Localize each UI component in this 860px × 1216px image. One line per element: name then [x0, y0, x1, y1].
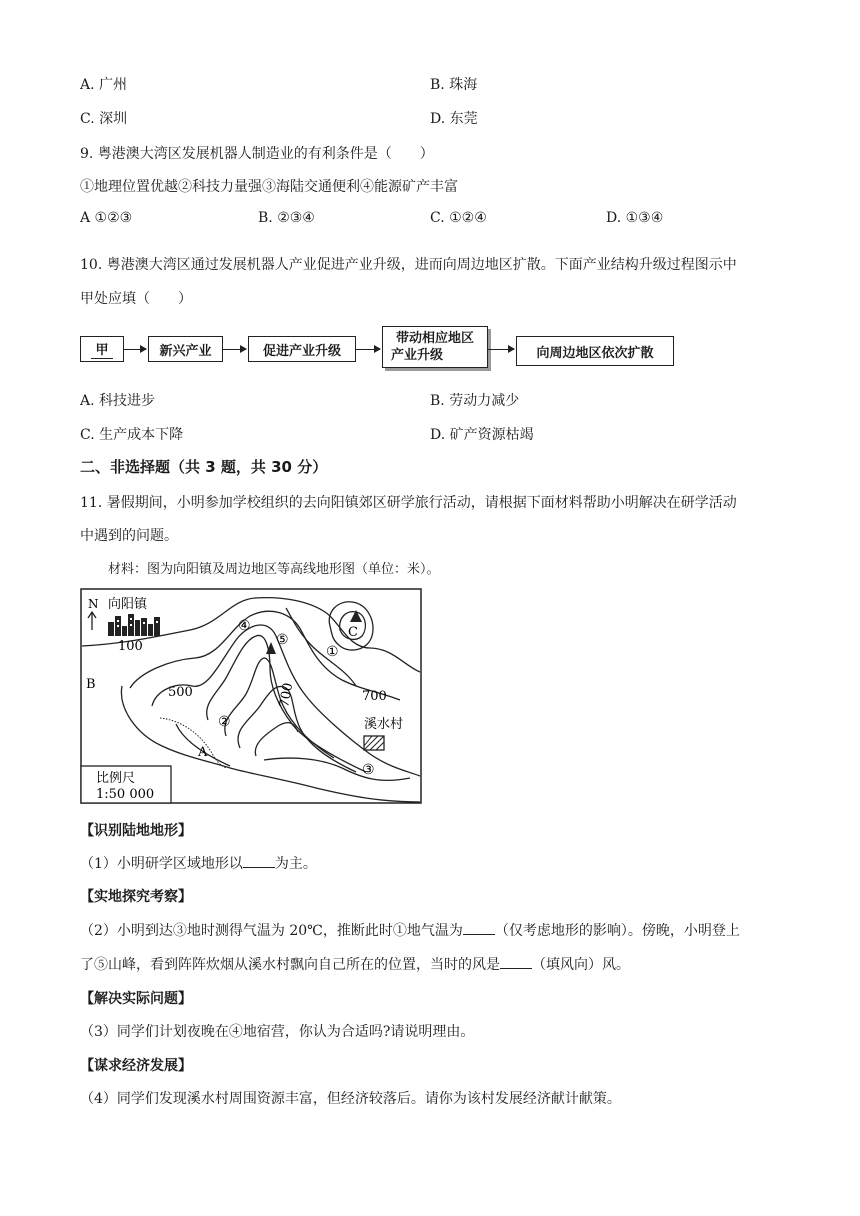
contour-700-label-b: 700	[362, 689, 387, 704]
q8-option-c: C. 深圳	[80, 111, 128, 127]
q9-option-c: C. ①②④	[430, 210, 487, 226]
q11-material: 材料：图为向阳镇及周边地区等高线地形图（单位：米）。	[108, 562, 440, 577]
q8-option-a: A. 广州	[80, 77, 128, 93]
village-hatch-icon	[364, 736, 384, 750]
flow-box-daidong: 带动相应地区 产业升级	[382, 326, 488, 368]
section-title: 二、非选择题（共 3 题，共 30 分）	[80, 458, 328, 476]
scale-title: 比例尺	[96, 771, 136, 786]
scale-value: 1:50 000	[96, 787, 155, 802]
flow-box-kuosan: 向周边地区依次扩散	[516, 336, 674, 366]
contour-100-label: 100	[118, 639, 143, 654]
point-a-label: A	[198, 745, 208, 760]
flow-arrow-2	[223, 349, 246, 350]
q9-stem: 9. 粤港澳大湾区发展机器人制造业的有利条件是（ ）	[80, 146, 434, 162]
flow-box-cujin: 促进产业升级	[248, 336, 356, 362]
s3-question: （3）同学们计划夜晚在④地宿营，你认为合适吗?请说明理由。	[80, 1024, 475, 1040]
s3-title: 【解决实际问题】	[80, 991, 192, 1007]
flow-box-jia: 甲	[80, 336, 124, 362]
q10-stem-line2: 甲处应填（ ）	[80, 291, 192, 307]
point-b-label: B	[86, 677, 96, 692]
q8-option-d: D. 东莞	[430, 111, 478, 127]
point-c-label: C	[348, 625, 358, 640]
s1-question: （1）小明研学区域地形以 为主。	[80, 856, 317, 872]
flow-arrow-3	[356, 349, 380, 350]
s1-title: 【识别陆地地形】	[80, 823, 192, 839]
s2-title: 【实地探究考察】	[80, 889, 192, 905]
q9-option-a: A ①②③	[80, 210, 133, 226]
q9-option-b: B. ②③④	[258, 210, 315, 226]
s4-question: （4）同学们发现溪水村周围资源丰富，但经济较落后。请你为该村发展经济献计献策。	[80, 1091, 621, 1107]
point-1-label: ①	[326, 644, 339, 660]
contour-500-label: 500	[168, 685, 193, 700]
s4-title: 【谋求经济发展】	[80, 1058, 192, 1074]
contour-700-label-a: 700	[277, 681, 297, 709]
q10-option-a: A. 科技进步	[80, 393, 156, 409]
s2-question-line2: 了⑤山峰，看到阵阵炊烟从溪水村飘向自己所在的位置，当时的风是 （填风向）风。	[80, 957, 630, 973]
answer-blank-2[interactable]	[463, 922, 495, 935]
flow-arrow-1	[124, 349, 146, 350]
flow-arrow-4	[488, 349, 514, 350]
flow-box-xinxing: 新兴产业	[148, 336, 223, 362]
q11-stem-line2: 中遇到的问题。	[80, 528, 178, 544]
q11-stem-line1: 11. 暑假期间，小明参加学校组织的去向阳镇郊区研学旅行活动，请根据下面材料帮助小明解决在研学活动	[80, 495, 737, 511]
q10-stem-line1: 10. 粤港澳大湾区通过发展机器人产业促进产业升级，进而向周边地区扩散。下面产业结构升级过程图示中	[80, 257, 737, 273]
point-3-label: ③	[362, 762, 375, 778]
answer-blank-1[interactable]	[243, 855, 275, 868]
village-label: 溪水村	[364, 717, 404, 732]
q9-option-d: D. ①③④	[606, 210, 664, 226]
q8-option-b: B. 珠海	[430, 77, 478, 93]
north-label: N	[88, 597, 99, 611]
town-label: 向阳镇	[108, 597, 148, 612]
q10-option-c: C. 生产成本下降	[80, 427, 184, 443]
contour-map	[80, 588, 422, 804]
s2-question-line1: （2）小明到达③地时测得气温为 20℃，推断此时①地气温为 （仅考虑地形的影响）。傍晚，小明登上	[80, 923, 740, 939]
answer-blank-3[interactable]	[500, 956, 532, 969]
point-4-label: ④	[238, 618, 251, 634]
q10-option-b: B. 劳动力减少	[430, 393, 520, 409]
point-5-label: ⑤	[276, 632, 289, 648]
q10-option-d: D. 矿产资源枯竭	[430, 427, 534, 443]
point-2-label: ②	[218, 714, 231, 730]
q9-conditions: ①地理位置优越②科技力量强③海陆交通便利④能源矿产丰富	[80, 179, 458, 195]
